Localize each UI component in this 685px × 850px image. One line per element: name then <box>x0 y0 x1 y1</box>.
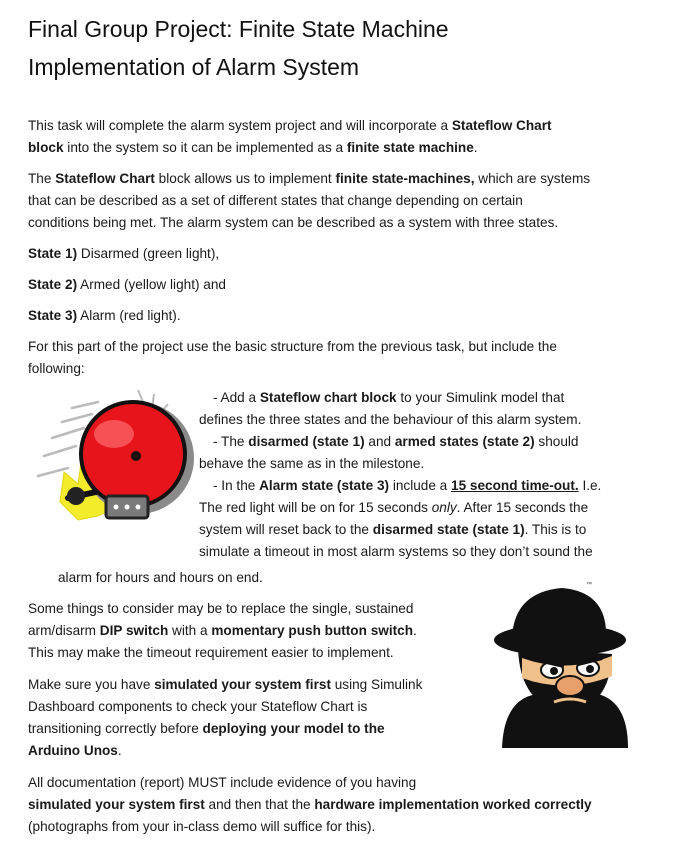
state-1-line: State 1) Disarmed (green light), <box>28 246 220 261</box>
alarm-bell-image <box>28 384 196 544</box>
stateflow-paragraph: The Stateflow Chart block allows us to implement finite state-machines, which are systems that can be described as a set of different states that change depending on certain conditions being met. The alarm system can be described as a system with three states. <box>28 171 591 230</box>
intro-paragraph: This task will complete the alarm system project and will incorporate a Stateflow Chart block into the system so it can be implemented as a finite state machine. <box>28 118 552 155</box>
simulation-paragraph: Make sure you have simulated your system first using Simulink Dashboard components to check your Stateflow Chart is transitioning correctly before deploying your model to the Arduino Unos. <box>28 677 423 758</box>
instructions-paragraph: For this part of the project use the basic structure from the previous task, but include the following: <box>28 339 557 376</box>
burglar-image <box>488 578 648 758</box>
bullet-1: - Add a Stateflow chart block to your Simulink model that <box>213 390 565 405</box>
hat-crown <box>512 588 606 638</box>
bullet-2: - The disarmed (state 1) and armed states (state 2) should <box>213 434 579 449</box>
trademark-symbol: ™ <box>586 582 592 588</box>
nose <box>556 676 584 696</box>
document-title <box>28 10 648 86</box>
bullet-list: - Add a Stateflow chart block to your Simulink model that defines the three states and the behaviour of this alarm system. - The disarmed (state 1) and armed states (state 2) should behave the same as in the milestone. - In the Alarm state (state 3) include a 15 second time-out. I.e. The red light will be on for 15 seconds only. After 15 seconds the system will reset back to the disarmed state (state 1). This is to simulate a timeout in most alarm systems so they don’t sound the <box>199 387 601 563</box>
documentation-paragraph: All documentation (report) MUST include evidence of you having simulated your system first and then that the hardware implementation worked correctly (photographs from your in-class demo will suffice for this). <box>28 775 592 834</box>
bell-centre <box>131 451 141 461</box>
title-line-1: Final Group Project: Finite State Machine <box>28 16 449 42</box>
clapper <box>67 487 85 505</box>
bullet-3: - In the Alarm state (state 3) include a 15 second time-out. I.e. <box>213 478 602 493</box>
considerations-paragraph: Some things to consider may be to replace the single, sustained arm/disarm DIP switch with a momentary push button switch. This may make the timeout requirement easier to implement. <box>28 601 417 660</box>
title-line-2: Implementation of Alarm System <box>28 54 360 80</box>
state-3-line: State 3) Alarm (red light). <box>28 308 181 323</box>
bell-highlight <box>94 420 134 448</box>
state-2-line: State 2) Armed (yellow light) and <box>28 277 226 292</box>
bullet-3-continuation: alarm for hours and hours on end. <box>58 570 263 585</box>
